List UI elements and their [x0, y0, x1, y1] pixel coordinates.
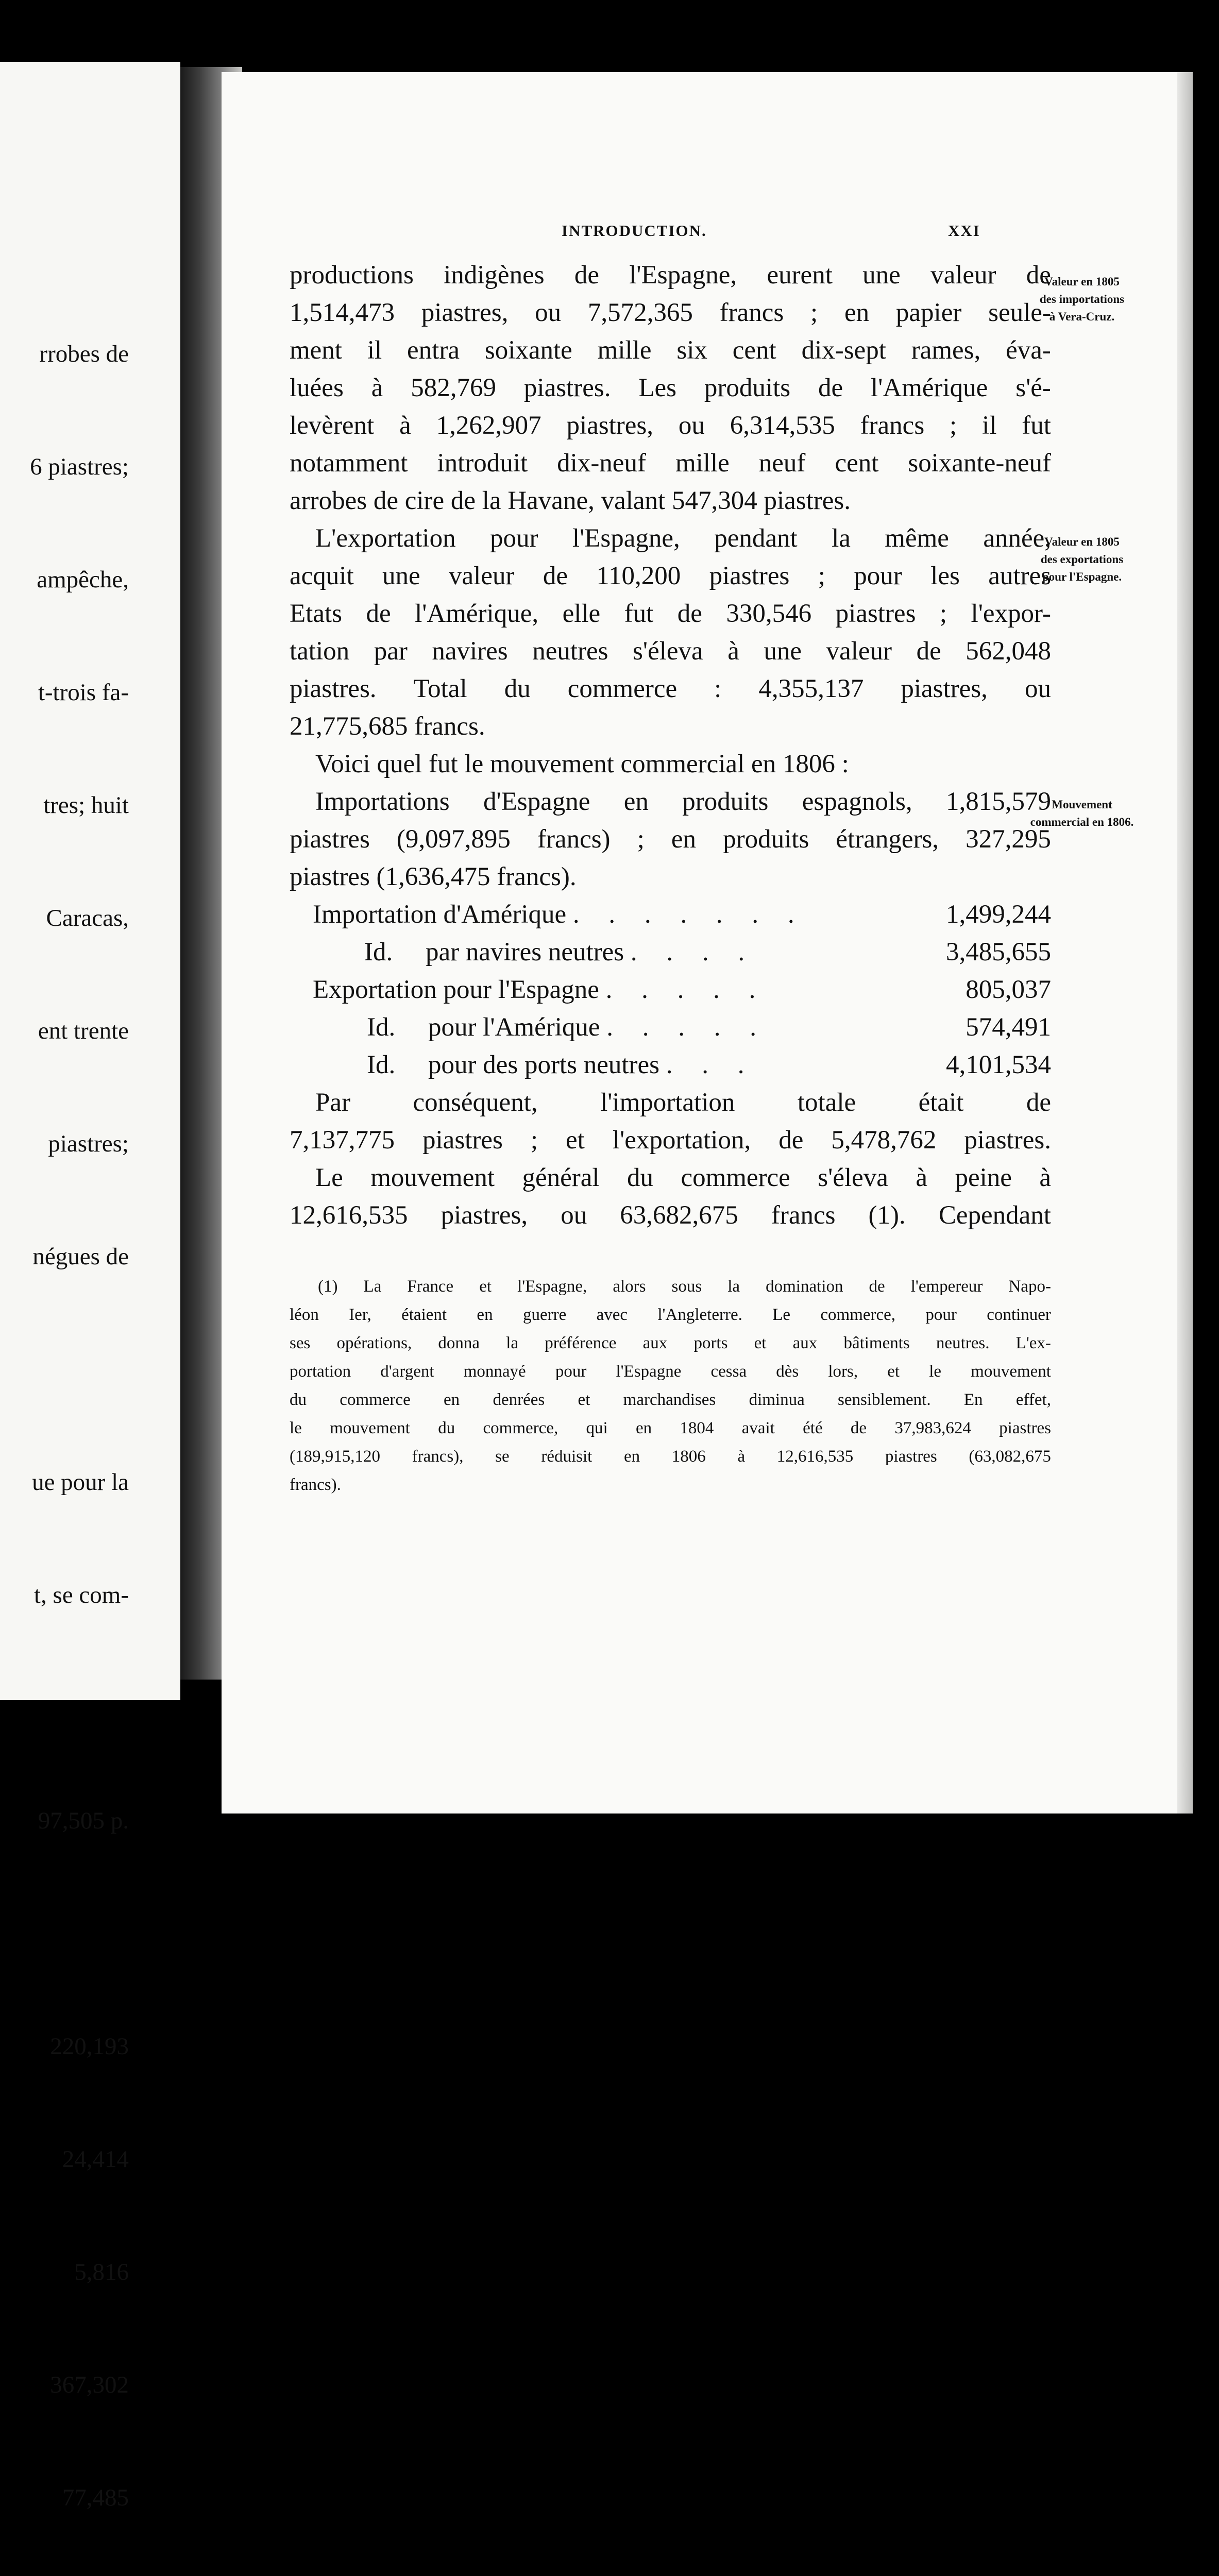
word: en — [671, 825, 697, 854]
word: mille — [597, 336, 652, 365]
word: donna — [438, 1334, 480, 1352]
word: fut — [1022, 411, 1051, 440]
word: 562,048 — [966, 637, 1051, 666]
word: elle — [562, 599, 601, 628]
word: mouvement — [971, 1362, 1051, 1381]
facing-page-text — [20, 260, 129, 2576]
word: piastres — [885, 1447, 937, 1466]
word: en — [623, 787, 649, 816]
word: une — [764, 637, 802, 666]
word: piastres — [709, 562, 790, 590]
word: 327,295 — [966, 825, 1051, 854]
word: six — [676, 336, 707, 365]
word: ; — [818, 562, 825, 590]
word: entra — [407, 336, 460, 365]
facing-line: ue pour la — [32, 1469, 129, 1496]
word: cent — [732, 336, 776, 365]
text-line — [290, 332, 1051, 369]
word: 110,200 — [596, 562, 681, 590]
facing-line: 24,414 — [62, 2146, 129, 2173]
word: ; — [939, 599, 947, 628]
word: neutres. — [936, 1334, 990, 1352]
word: portation — [290, 1362, 351, 1381]
word: 7,137,775 — [290, 1126, 395, 1155]
word: ou — [535, 298, 562, 327]
word: 582,769 — [411, 374, 496, 402]
word: ment — [290, 336, 342, 365]
word: acquit — [290, 562, 354, 590]
word: ; — [637, 825, 645, 854]
word: Cependant — [938, 1201, 1051, 1230]
facing-line: ampêche, — [37, 566, 129, 593]
word: monnayé — [463, 1362, 526, 1381]
word: ou — [561, 1201, 587, 1230]
word: productions — [290, 261, 414, 290]
word: du — [627, 1163, 653, 1192]
row-value: 3,485,655 — [946, 938, 1051, 967]
word: l'expor- — [971, 599, 1051, 628]
facing-line: ent trente — [38, 1018, 129, 1044]
word: espagnols, — [802, 787, 912, 816]
word: l'Amérique, — [415, 599, 539, 628]
word: 1806 — [671, 1447, 706, 1466]
word: produits — [682, 787, 769, 816]
text-line — [290, 445, 1051, 482]
word: dix-sept — [801, 336, 886, 365]
text-line — [290, 1084, 1051, 1122]
facing-line: tres; huit — [43, 792, 129, 819]
facing-page — [0, 62, 180, 2511]
row-label: Id. pour des ports neutres — [367, 1050, 659, 1079]
word: de — [574, 261, 599, 290]
word: s'éleva — [633, 637, 703, 666]
word: ports — [693, 1334, 728, 1352]
table-row — [290, 1009, 1051, 1046]
word: aux — [642, 1334, 668, 1352]
word: notamment — [290, 449, 408, 478]
word: peine — [955, 1163, 1012, 1192]
word: luées — [290, 374, 344, 402]
word: commerce, — [820, 1306, 896, 1324]
table-row — [290, 971, 1051, 1009]
word: piastres — [422, 1126, 503, 1155]
word: commerce, — [483, 1419, 558, 1437]
facing-line: 367,302 — [50, 2371, 129, 2398]
text-line — [290, 783, 1051, 821]
word: l'Amérique — [871, 374, 988, 402]
word: la — [727, 1277, 740, 1296]
row-label: Importation d'Amérique — [313, 900, 567, 929]
word: ses — [290, 1334, 311, 1352]
word: une — [382, 562, 420, 590]
facing-line: 5,816 — [74, 2259, 129, 2285]
word: en — [635, 1419, 652, 1437]
word: ou — [678, 411, 705, 440]
word: mille — [675, 449, 730, 478]
word: 37,983,624 — [894, 1419, 971, 1437]
text-line — [290, 1122, 1051, 1159]
word: dès — [776, 1362, 799, 1381]
word: : — [714, 674, 722, 703]
word: (9,097,895 — [396, 825, 511, 854]
word: éva- — [1006, 336, 1051, 365]
word: L'exportation — [315, 524, 456, 553]
facing-line: négues de — [32, 1243, 129, 1270]
word: l'importation — [600, 1088, 735, 1117]
word: La — [363, 1277, 382, 1296]
word: il — [367, 336, 382, 365]
leader-dots: . . . . — [630, 938, 756, 967]
word: du — [290, 1391, 307, 1409]
word: diminua — [749, 1391, 805, 1409]
word: l'Espagne — [616, 1362, 682, 1381]
margin-note-exports-1805: Valeur en 1805 des exportations pour l'Espagne. — [1040, 535, 1124, 583]
word: de — [778, 1126, 804, 1155]
word: domination — [766, 1277, 843, 1296]
word: effet, — [1015, 1391, 1051, 1409]
word: cent — [835, 449, 879, 478]
facing-line — [20, 1351, 129, 1388]
word: dix-neuf — [557, 449, 646, 478]
word: de — [916, 637, 941, 666]
word: Par — [315, 1088, 350, 1117]
word: piastres — [999, 1419, 1051, 1437]
leader-dots: . . . . . — [605, 975, 767, 1004]
text-line — [290, 369, 1051, 407]
word: s'é- — [1015, 374, 1051, 402]
word: (1). — [868, 1201, 906, 1230]
word: s'éleva — [818, 1163, 888, 1192]
word: (189,915,120 — [290, 1447, 380, 1466]
text-line — [290, 520, 1051, 557]
word: continuer — [987, 1306, 1051, 1324]
word: indigènes — [444, 261, 545, 290]
word: réduisit — [541, 1447, 592, 1466]
facing-line: piastres; — [48, 1130, 129, 1157]
table-row — [290, 934, 1051, 971]
word: du — [504, 674, 531, 703]
word: lors, — [828, 1362, 858, 1381]
word: pendant — [714, 524, 798, 553]
word: même — [885, 524, 949, 553]
word: de — [677, 599, 702, 628]
word: à — [1039, 1163, 1051, 1192]
word: ; — [810, 298, 818, 327]
word: en — [477, 1306, 493, 1324]
word: valeur — [449, 562, 515, 590]
text-line — [290, 670, 1051, 708]
word: 5,478,762 — [831, 1126, 937, 1155]
word: piastres, — [441, 1201, 528, 1230]
word: papier — [895, 298, 962, 327]
word: Ier, — [349, 1306, 371, 1324]
word: valeur — [930, 261, 996, 290]
word: 330,546 — [726, 599, 812, 628]
word: préférence — [545, 1334, 617, 1352]
word: totale — [797, 1088, 856, 1117]
word: mouvement — [370, 1163, 495, 1192]
word: marchandises — [623, 1391, 716, 1409]
word: et — [566, 1126, 585, 1155]
word: été — [803, 1419, 823, 1437]
word: produits — [723, 825, 809, 854]
row-value: 4,101,534 — [946, 1050, 1051, 1079]
row-value: 574,491 — [966, 1013, 1051, 1042]
book-page — [222, 72, 1182, 1814]
word: de — [1026, 261, 1051, 290]
word: à — [916, 1163, 927, 1192]
word: sous — [671, 1277, 702, 1296]
word: de — [869, 1277, 885, 1296]
word: piastres. — [290, 674, 377, 703]
text-line: 21,775,685 francs. — [290, 712, 485, 741]
word: Importations — [315, 787, 450, 816]
word: et — [479, 1277, 492, 1296]
word: alors — [613, 1277, 646, 1296]
word: soixante-neuf — [908, 449, 1051, 478]
word: commerce — [681, 1163, 790, 1192]
word: cessa — [710, 1362, 747, 1381]
text-line — [290, 294, 1051, 332]
word: l'empereur — [910, 1277, 983, 1296]
word: le — [929, 1362, 942, 1381]
word: bâtiments — [843, 1334, 910, 1352]
word: pour — [555, 1362, 587, 1381]
text-line: Voici quel fut le mouvement commercial en 1806 : — [315, 750, 849, 778]
word: navires — [432, 637, 508, 666]
footnote — [290, 1273, 1051, 1499]
word: neutres — [532, 637, 608, 666]
word: piastres, — [421, 298, 509, 327]
word: de — [850, 1419, 867, 1437]
row-label: Exportation pour l'Espagne — [313, 975, 599, 1004]
facing-line — [20, 1689, 129, 1727]
text-line — [290, 257, 1051, 294]
word: les — [930, 562, 960, 590]
word: opérations, — [336, 1334, 412, 1352]
word: à — [371, 374, 383, 402]
word: piastres, — [901, 674, 988, 703]
word: L'ex- — [1015, 1334, 1051, 1352]
word: il — [982, 411, 997, 440]
word: piastres. — [523, 374, 611, 402]
word: 1,262,907 — [436, 411, 541, 440]
word: 1804 — [680, 1419, 714, 1437]
word: 12,616,535 — [290, 1201, 408, 1230]
footnote-line — [290, 1301, 1051, 1329]
word: pour — [854, 562, 902, 590]
word: à — [727, 637, 739, 666]
facing-line: 97,505 p. — [38, 1807, 129, 1834]
word: 1,514,473 — [290, 298, 395, 327]
facing-line — [20, 1915, 129, 1953]
word: de — [818, 374, 843, 402]
word: du — [438, 1419, 455, 1437]
word: en — [844, 298, 870, 327]
facing-line: 220,193 — [50, 2033, 129, 2060]
leader-dots: . . . . . — [606, 1013, 768, 1042]
word: (63,082,675 — [969, 1447, 1051, 1466]
word: ; — [950, 411, 957, 440]
word: piastres — [835, 599, 916, 628]
margin-note-movement-1806: Mouvement commercial en 1806. — [1030, 798, 1134, 828]
word: 1,815,579 — [945, 787, 1051, 816]
word: l'exportation, — [612, 1126, 751, 1155]
row-label: Id. pour l'Amérique — [367, 1013, 600, 1042]
word: en — [444, 1391, 460, 1409]
word: avait — [741, 1419, 775, 1437]
word: Les — [638, 374, 676, 402]
word: de — [366, 599, 391, 628]
word: 63,682,675 — [620, 1201, 738, 1230]
word: ; — [530, 1126, 538, 1155]
footnote-line — [290, 1358, 1051, 1386]
word: commerce — [340, 1391, 411, 1409]
word: mouvement — [330, 1419, 410, 1437]
facing-line: 6 piastres; — [30, 453, 129, 480]
text-line — [290, 633, 1051, 670]
text-line: piastres (1,636,475 francs). — [290, 862, 577, 891]
word: guerre — [522, 1306, 567, 1324]
word: d'Espagne — [483, 787, 590, 816]
word: pour — [925, 1306, 957, 1324]
facing-line: t-trois fa- — [38, 679, 129, 706]
facing-line: t, se com- — [33, 1582, 129, 1608]
word: qui — [586, 1419, 608, 1437]
word: commerce — [567, 674, 678, 703]
footnote-line — [290, 1386, 1051, 1414]
text-line — [290, 1197, 1051, 1234]
word: la — [832, 524, 851, 553]
word: se — [495, 1447, 510, 1466]
word: de — [1026, 1088, 1051, 1117]
facing-line: 77,485 — [62, 2484, 129, 2511]
word: piastres, — [566, 411, 653, 440]
word: Le — [315, 1163, 343, 1192]
row-label: Id. par navires neutres — [364, 938, 624, 967]
word: En — [963, 1391, 983, 1409]
footnote-line — [290, 1443, 1051, 1471]
word: léon — [290, 1306, 319, 1324]
word: 6,314,535 — [730, 411, 835, 440]
text-line: arrobes de cire de la Havane, valant 547,304 piastres. — [290, 486, 851, 515]
word: seule- — [988, 298, 1051, 327]
word: année, — [983, 524, 1051, 553]
word: la — [506, 1334, 519, 1352]
word: Etats — [290, 599, 342, 628]
footnote-line: francs). — [290, 1476, 341, 1494]
word: introduit — [437, 449, 528, 478]
word: 12,616,535 — [776, 1447, 854, 1466]
word: soixante — [484, 336, 572, 365]
running-head: INTRODUCTION. — [562, 222, 707, 240]
word: le — [290, 1419, 302, 1437]
word: et — [754, 1334, 767, 1352]
leader-dots: . . . — [666, 1050, 756, 1079]
word: rames, — [911, 336, 981, 365]
word: francs — [719, 298, 784, 327]
word: en — [623, 1447, 640, 1466]
word: France — [407, 1277, 454, 1296]
word: étaient — [401, 1306, 447, 1324]
word: 7,572,365 — [587, 298, 693, 327]
text-line — [290, 1159, 1051, 1197]
word: levèrent — [290, 411, 375, 440]
word: francs) — [537, 825, 611, 854]
row-value: 1,499,244 — [946, 900, 1051, 929]
word: une — [862, 261, 901, 290]
word: denrées — [493, 1391, 545, 1409]
word: Total — [413, 674, 467, 703]
word: l'Espagne, — [629, 261, 737, 290]
word: eurent — [767, 261, 833, 290]
word: d'argent — [380, 1362, 434, 1381]
table-row — [290, 896, 1051, 934]
footnote-line — [290, 1414, 1051, 1443]
word: neuf — [758, 449, 806, 478]
word: tation — [290, 637, 350, 666]
word: autres — [988, 562, 1051, 590]
word: piastres. — [964, 1126, 1051, 1155]
word: Napo- — [1008, 1277, 1051, 1296]
word: l'Espagne, — [572, 524, 680, 553]
word: valeur — [826, 637, 892, 666]
word: conséquent, — [413, 1088, 538, 1117]
word: pour — [490, 524, 538, 553]
word: francs — [860, 411, 925, 440]
word: l'Espagne, — [517, 1277, 587, 1296]
facing-line: rrobes de — [39, 341, 129, 367]
word: francs — [771, 1201, 836, 1230]
text-line — [290, 821, 1051, 858]
word: avec — [596, 1306, 628, 1324]
main-text — [290, 257, 1051, 1234]
word: étrangers, — [836, 825, 939, 854]
word: produits — [704, 374, 791, 402]
word: Le — [772, 1306, 791, 1324]
facing-line: Caracas, — [46, 905, 129, 931]
text-line — [290, 407, 1051, 445]
page-number: XXI — [948, 222, 980, 240]
text-line — [290, 557, 1051, 595]
word: et — [578, 1391, 590, 1409]
word: ou — [1024, 674, 1051, 703]
word: aux — [792, 1334, 818, 1352]
word: l'Angleterre. — [657, 1306, 742, 1324]
word: à — [399, 411, 411, 440]
word: par — [374, 637, 408, 666]
text-line — [290, 595, 1051, 633]
word: fut — [624, 599, 654, 628]
leader-dots: . . . . . . . — [572, 900, 806, 929]
margin-note-imports-1805: Valeur en 1805 des importations à Vera-Cruz. — [1039, 275, 1125, 323]
footnote-line — [290, 1273, 1051, 1301]
footnote-line — [290, 1329, 1051, 1358]
table-row — [290, 1046, 1051, 1084]
word: 4,355,137 — [758, 674, 864, 703]
word: général — [522, 1163, 600, 1192]
word: francs), — [412, 1447, 464, 1466]
word: sensiblement. — [838, 1391, 931, 1409]
word: à — [737, 1447, 746, 1466]
word: (1) — [318, 1277, 338, 1296]
word: était — [918, 1088, 964, 1117]
word: de — [543, 562, 568, 590]
word: et — [887, 1362, 900, 1381]
row-value: 805,037 — [966, 975, 1051, 1004]
word: piastres — [290, 825, 370, 854]
